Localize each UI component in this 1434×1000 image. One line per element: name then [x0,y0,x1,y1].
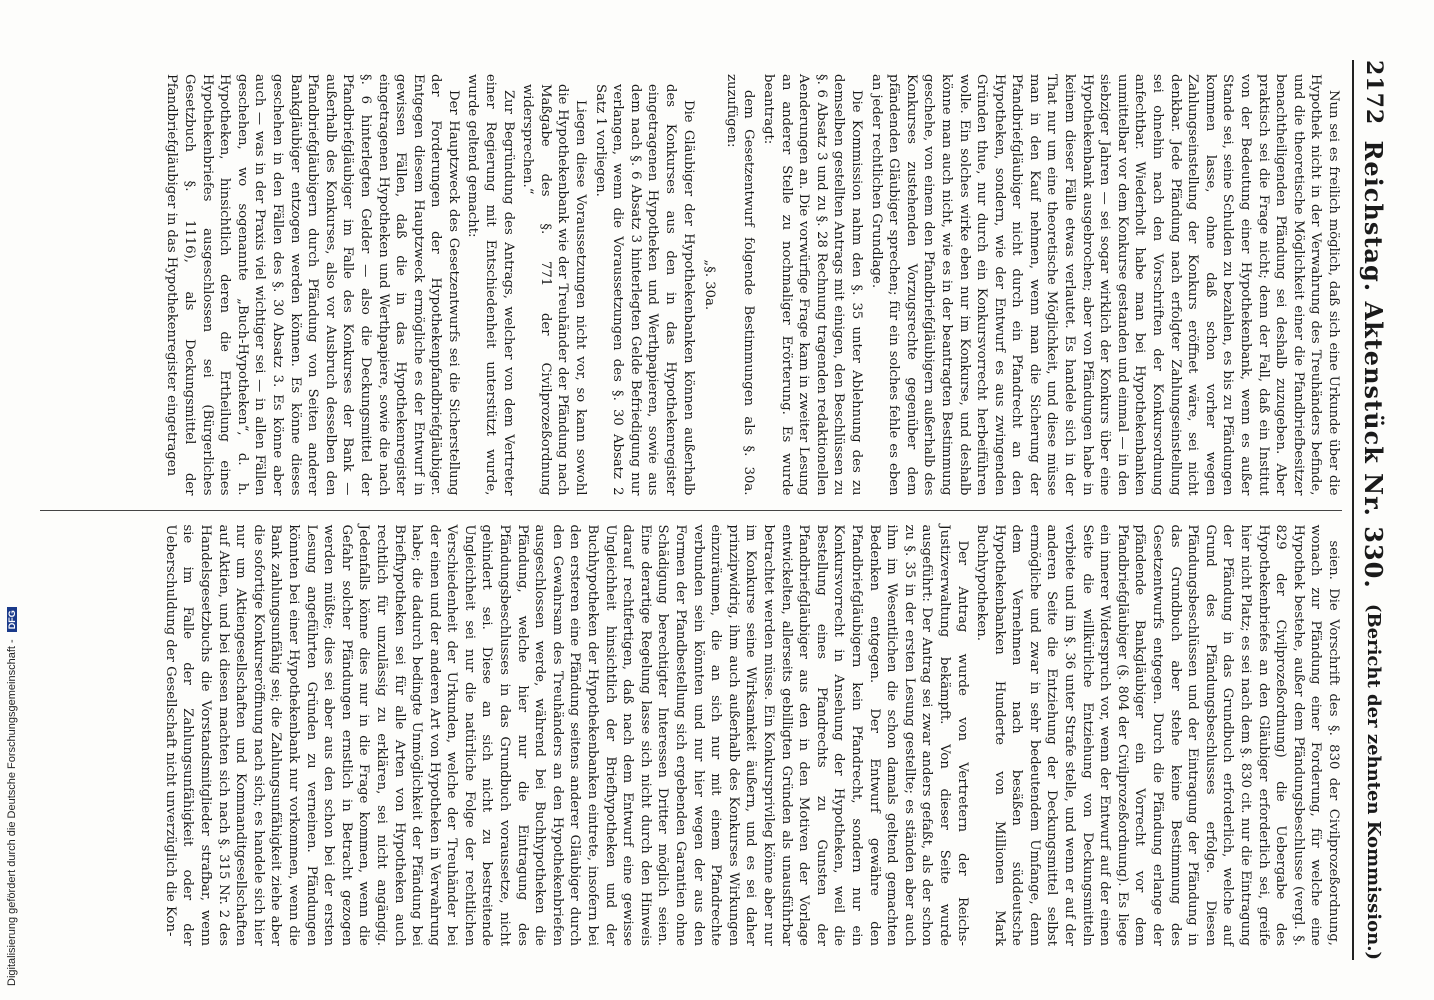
quote-paragraph: Die Gläubiger der Hypothekenbanken können außerhalb des Konkurses aus den in das Hypothekenregister eingetragenen Hypotheken und Werthpapieren, sowie aus dem nach §. 6 Absatz 3 hinterlegten Gelde Befriedigung nur verlangen, wenn die Voraussetzungen des §. 30 Absatz 2 Satz 1 vorliegen. [592,84,696,496]
text-columns [40,60,1342,960]
running-title: Reichstag. Aktenstück Nr. 330. [1359,140,1389,589]
quote-paragraph: Liegen diese Voraussetzungen nicht vor, so kann sowohl die Hypothekenbank wie der Treuhänder der Pfändung nach Maßgabe des §. 771 der Civilprozeßordnung widersprechen.“ [520,84,589,496]
dfg-logo: DFG [7,607,17,632]
footer-credit: Digitalisierung gefördert durch die Deutsche Forschungsgemeinschaft - [6,639,18,986]
paragraph: dem Gesetzentwurf folgende Bestimmungen als §. 30a. zuzufügen: [723,74,757,496]
paragraph: Der Hauptzweck des Gesetzentwurfs sei die Sicherstellung der Forderungen der Hypothekenpfandbriefgläubiger. Entgegen diesem Hauptzweck ermögliche es der Entwurf in gewissen Fällen, daß die in das Hypothekenregister eingetragenen Hypotheken und Werthpapiere, sowie die nach §. 6 hinterlegten Gelder — also die Deckungsmittel der Pfandbriefgläubiger im Falle des Konkurses der Bank — außerhalb des Konkurses, also vor Ausbruch desselben den Pfandbriefgläubigern durch Pfändung von Seiten anderer Bankgläubiger entzogen werden können. Es könne dieses geschehen in den Fällen des §. 30 Absatz 3. Es könne aber auch — was in der Praxis viel wichtiger sei — in allen Fällen geschehen, wo sogenannte „Buch-Hypotheken“, d. h. Hypotheken, hinsichtlich deren die Ertheilung eines Hypothekenbriefes ausgeschlossen sei (Bürgerliches Gesetzbuch §. 1116), als Deckungsmittel der Pfandbriefgläubiger in das Hypothekenregister eingetragen [164,74,461,496]
quote-heading: „§. 30a. [702,259,718,311]
page-number: 2172 [1361,60,1387,126]
running-subtitle: (Bericht der zehnten Kommission.) [1363,603,1385,960]
paragraph: Zur Begründung des Antrags, welcher von dem Vertreter einer Regierung mit Entschiedenheit unterstützt wurde, wurde geltend gemacht: [465,74,516,496]
right-column [40,510,1342,961]
paragraph: Die Kommission nahm den §. 35 unter Ablehnung des zu demselben gestellten Antrags mit einigen, den Beschlüssen zu §. 6 Absatz 3 und zu §. 28 Rechnung tragenden redaktionellen Aenderungen an. Die vorwürfige Frage kam in zweiter Lesung an anderer Stelle zu nochmaliger Erörterung. Es wurde beantragt: [761,74,864,496]
paragraph: Der Antrag wurde von Vertretern der Reichs-Justizverwaltung bekämpft. Von dieser Seite wurde ausgeführt: Der Antrag sei zwar anders gefaßt, als der schon zu §. 35 in der ersten Lesung gestellte; es ständen aber auch ihm im Wesentlichen die schon damals geltend gemachten Bedenken entgegen. Der Entwurf gewähre den Pfandbriefgläubigern kein Pfandrecht, sondern nur ein Konkursvorrecht in Ansehung der Hypotheken, weil die Bestellung eines Pfandrechts zu Gunsten der Pfandbriefgläubiger aus den in den Motiven der Vorlage entwickelten, allerseits gebilligten Gründen als unausführbar betrachtet werden müsse. Ein Konkursprivileg könne aber nur im Konkurse seine Wirksamkeit äußern, und es sei daher prinzipwidrig, ihm auch außerhalb des Konkurses Wirkungen einzuräumen, die an sich nur mit einem Pfandrechte verbunden sein könnten und nur hier wegen der aus den Formen der Pfandbestellung sich ergebenden Garantien ohne Schädigung berechtigter Interessen Dritter möglich seien. Eine derartige Regelung lasse sich nicht durch den Hinweis darauf rechtfertigen, daß nach dem Entwurf eine gewisse Ungleichheit hinsichtlich der Briefhypotheken und der Buchhypotheken der Hypothekenbanken eintrete, insofern bei den ersteren eine Pfändung seitens anderer Gläubiger durch den Gewahrsam des Treuhänders an den Hypothekenbriefen ausgeschlossen werde, während bei Buchhypotheken die Pfändung, welche hier nur die Eintragung des Pfändungsbeschlusses in das Grundbuch voraussetze, nicht gehindert sei. Diese an sich nicht zu bestreitende Ungleichheit sei nur die natürliche Folge der rechtlichen Verschiedenheit der Urkunden, welche der Treuhänder bei der einen und der anderen Art von Hypotheken in Verwahrung habe; die dadurch bedingte Unmöglichkeit der Pfändung bei Briefhypotheken sei für alle Arten von Hypotheken auch rechtlich für unzulässig zu erklären, sei nicht angängig. Jedenfalls könne dies nur in die Frage kommen, wenn die Gefahr solcher Pfändungen ernstlich in Betracht gezogen werden müßte; dies sei aber aus den schon bei der ersten Lesung angeführten Gründen zu verneinen. Pfändungen könnten bei einer Hypothekenbank nur vorkommen, wenn die Bank zahlungsunfähig sei; die Zahlungsunfähigkeit ziehe aber die sofortige Konkurseröffnung nach sich; es handele sich hier nur um Aktiengesellschaften und Kommanditgesellschaften auf Aktien, und bei diesen machten sich nach §. 315 Nr. 2 des Handelsgesetzbuchs die Vorstandsmitglieder strafbar, wenn sie im Falle der Zahlungsunfähigkeit oder der Ueberschuldung der Gesellschaft nicht unverzüglich die Kon- [162,524,970,946]
digitization-footer [4,2,22,992]
left-column [40,60,1342,510]
paragraph: Nun sei es freilich möglich, daß sich eine Urkunde über die Hypothek nicht in der Verwahrung des Treuhänders befinde, und die theoretische Möglichkeit einer die Pfandbriefbesitzer benachtheiligenden Pfändung sei deshalb zuzugeben. Aber praktisch sei die Frage nicht; denn der Fall, daß ein Institut von der Bedeutung einer Hypothekenbank, wenn es außer Stande sei, seine Schulden zu bezahlen, es bis zu Pfändungen kommen lasse, ohne daß schon vorher wegen Zahlungseinstellung der Konkurs eröffnet wäre, sei nicht denkbar. Jede Pfändung nach erfolgter Zahlungseinstellung sei ohnehin nach den Vorschriften der Konkursordnung anfechtbar. Wiederholt habe man bei Hypothekenbanken unmittelbar vor dem Konkurse gestanden und einmal — in den siebziger Jahren — sei sogar wirklich der Konkurs über eine Hypothekenbank ausgebrochen; aber von Pfändungen habe in keinem dieser Fälle etwas verlautet. Es handele sich in der That nur um eine theoretische Möglichkeit, und diese müsse man in den Kauf nehmen, wenn man die Sicherung der Pfandbriefgläubiger nicht durch ein Pfandrecht an den Hypotheken, sondern, wie der Entwurf es aus zwingenden Gründen thue, nur durch ein Konkursvorrecht herbeiführen wolle. Ein solches wirke eben nur im Konkurse, und deshalb könne man auch nicht, wie es in der beantragten Bestimmung geschehe, von einem den Pfandbriefgläubigern außerhalb des Konkurses zustehenden Vorzugsrechte gegenüber dem pfändenden Gläubiger sprechen; für ein solches fehle es eben an jeder rechtlichen Grundlage. [868,74,1341,496]
page-header [1352,60,1394,960]
paragraph: seien. Die Vorschrift des §. 830 der Civilprozeßordnung, wonach zur Pfändung einer Forderung, für welche eine Hypothek bestehe, außer dem Pfändungsbeschlusse (vergl. §. 829 der Civilprozeßordnung) die Uebergabe des Hypothekenbriefes an den Gläubiger erforderlich sei, greife hier nicht Platz; es sei nach dem §. 830 cit. nur die Eintragung der Pfändung in das Grundbuch erforderlich, welche auf Grund des Pfändungsbeschlusses erfolge. Diesen Pfändungsbeschlüssen und der Eintragung der Pfändung in das Grundbuch aber stehe keine Bestimmung des Gesetzentwurfs entgegen. Durch die Pfändung erlange der pfändende Bankgläubiger ein Vorrecht vor dem Pfandbriefgläubiger (§. 804 der Civilprozeßordnung). Es liege ein innerer Widerspruch vor, wenn der Entwurf auf der einen Seite die willkürliche Entziehung von Deckungsmitteln verbiete und im §. 36 unter Strafe stelle, und wenn er auf der anderen Seite die Entziehung der Deckungsmittel selbst ermögliche und zwar in sehr bedeutendem Umfange, denn dem Vernehmen nach besäßen süddeutsche Hypothekenbanken Hunderte von Millionen Mark Buchhypotheken. [974,524,1341,946]
